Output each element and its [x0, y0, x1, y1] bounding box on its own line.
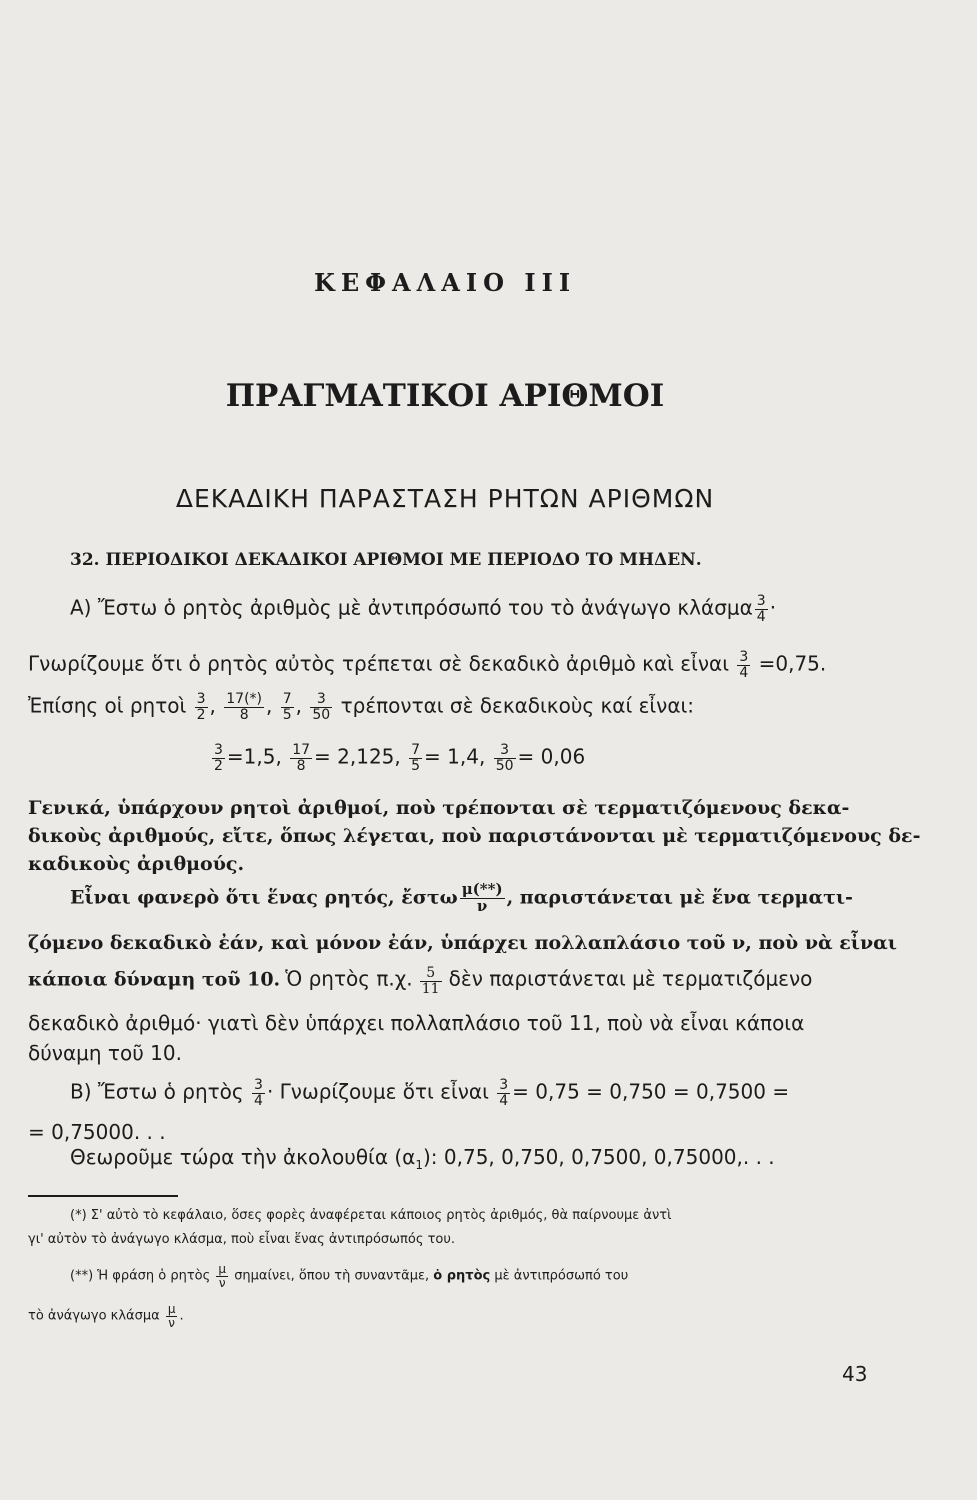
footnote-2-line2: τὸ ἀνάγωγο κλάσμα $\frac{\mu}{\nu}$ .: [28, 1302, 184, 1330]
para-b-line3: Θεωροῦμε τώρα τὴν ἀκολουθία $(\alpha_1)$: 0,75, 0,750, 0,7500, 0,75000,. . .: [70, 1145, 775, 1172]
footnote-rule: [28, 1195, 178, 1197]
para2-line2: ζόμενο δεκαδικὸ ἐάν, καὶ μόνον ἐάν, ὑπάρχει πολλαπλάσιο τοῦ ν, ποὺ νὰ εἶναι: [28, 932, 897, 954]
bold-para-line1: Γενικά, ὑπάρχουν ρητοὶ ἀριθμοί, ποὺ τρέπονται σὲ τερματιζόμενους δεκα-: [28, 797, 850, 819]
fraction-3-50: $\frac{3}{50}$: [312, 691, 331, 723]
fraction-3-4: $\frac{3}{4}$: [254, 1077, 263, 1109]
fraction-3-4: $\frac{3}{4}$: [499, 1077, 509, 1109]
fraction-3-2: $\frac{3}{2}$: [196, 691, 206, 723]
bold-para-line2: δικοὺς ἀριθμούς, εἴτε, ὅπως λέγεται, ποὺ παριστάνονται μὲ τερματιζόμενους δε-: [28, 825, 921, 847]
chapter-label: ΚΕΦΑΛΑΙΟ III: [313, 268, 577, 297]
fraction-3-4: $\frac{3}{4}$: [739, 649, 749, 681]
fraction-mu-nu: $\frac{\mu(**)}{\nu}$: [461, 880, 503, 915]
para2-line4: δεκαδικὸ ἀριθμό· γιατὶ δὲν ὑπάρχει πολλαπλάσιο τοῦ 11, ποὺ νὰ εἶναι κάποια: [28, 1011, 805, 1035]
footnote-2-line1: (**) Ἡ φράση ὁ ρητὸς $\frac{\mu}{\nu}$ σημαίνει, ὅπου τὴ συναντᾶμε, ὁ ρητὸς μὲ ἀντιπρόσωπό του: [70, 1262, 629, 1290]
fraction-3-2: $\frac{3}{2}$: [214, 742, 223, 774]
fraction-3-4: $\frac{3}{4}$: [756, 593, 766, 625]
fraction-7-5: $\frac{7}{5}$: [282, 691, 292, 723]
bold-para-line3: καδικοὺς ἀριθμούς.: [28, 853, 245, 875]
chapter-title: ΠΡΑΓΜΑΤΙΚΟΙ ΑΡΙΘΜΟΙ: [225, 378, 665, 414]
section-heading: 32. ΠΕΡΙΟΔΙΚΟΙ ΔΕΚΑΔΙΚΟΙ ΑΡΙΘΜΟΙ ΜΕ ΠΕΡΙΟΔΟ ΤΟ ΜΗΔΕΝ.: [70, 550, 702, 570]
fraction-3-50: $\frac{3}{50}$: [495, 742, 514, 774]
para-b-line2: = 0,75000. . .: [28, 1120, 166, 1144]
footnote-1-line1: (*) Σ' αὐτὸ τὸ κεφάλαιο, ὅσες φορὲς ἀναφέρεται κάποιος ρητὸς ἀριθμός, θὰ παίρνουμε ἀντὶ: [70, 1208, 672, 1223]
fraction-17-8: $\frac{17(*)}{8}$: [226, 691, 263, 723]
para-b-line1: Β) Ἔστω ὁ ρητὸς $\frac{3}{4}$ · Γνωρίζουμε ὅτι εἶναι $\frac{3}{4}$ = 0,75 = 0,750 = 0,7500 =: [70, 1077, 790, 1109]
fraction-mu-nu: $\frac{\mu}{\nu}$: [218, 1262, 227, 1290]
para2-line5: δύναμη τοῦ 10.: [28, 1041, 182, 1065]
fraction-mu-nu: $\frac{\mu}{\nu}$: [167, 1302, 176, 1330]
para2-line1: Εἶναι φανερὸ ὅτι ἕνας ρητός, ἔστω $\frac{\mu(**)}{\nu}$ , παριστάνεται μὲ ἕνα τερματι-: [70, 880, 853, 915]
fraction-7-5: $\frac{7}{5}$: [411, 742, 421, 774]
fraction-17-8: $\frac{17}{8}$: [292, 742, 311, 774]
para-a-line3: Ἐπίσης οἱ ρητοὶ $\frac{3}{2}$ , $\frac{17(*)}{8}$ , $\frac{7}{5}$ , $\frac{3}{50}$ τρέπονται σὲ δεκαδικοὺς καί εἶναι:: [28, 691, 695, 723]
fraction-5-11: $\frac{5}{11}$: [421, 965, 440, 997]
decimal-equations: $\frac{3}{2}$ =1,5, $\frac{17}{8}$ = 2,125, $\frac{7}{5}$ = 1,4, $\frac{3}{50}$ = 0,06: [214, 742, 586, 774]
para-a-line1: Α) Ἔστω ὁ ρητὸς ἀριθμὸς μὲ ἀντιπρόσωπό του τὸ ἀνάγωγο κλάσμα $\frac{3}{4}$ ·: [70, 593, 777, 625]
para-a-line2: Γνωρίζουμε ὅτι ὁ ρητὸς αὐτὸς τρέπεται σὲ δεκαδικὸ ἀριθμὸ καὶ εἶναι $\frac{3}{4}$ =0,75.: [28, 649, 827, 681]
chapter-subtitle: ΔΕΚΑΔΙΚΗ ΠΑΡΑΣΤΑΣΗ ΡΗΤΩΝ ΑΡΙΘΜΩΝ: [175, 484, 715, 513]
footnote-1-line2: γι' αὐτὸν τὸ ἀνάγωγο κλάσμα, ποὺ εἶναι ἕνας ἀντιπρόσωπός του.: [28, 1232, 456, 1247]
para2-line3: κάποια δύναμη τοῦ 10. Ὁ ρητὸς π.χ. $\frac{5}{11}$ δὲν παριστάνεται μὲ τερματιζόμενο: [28, 965, 813, 997]
page-number: 43: [842, 1362, 868, 1386]
